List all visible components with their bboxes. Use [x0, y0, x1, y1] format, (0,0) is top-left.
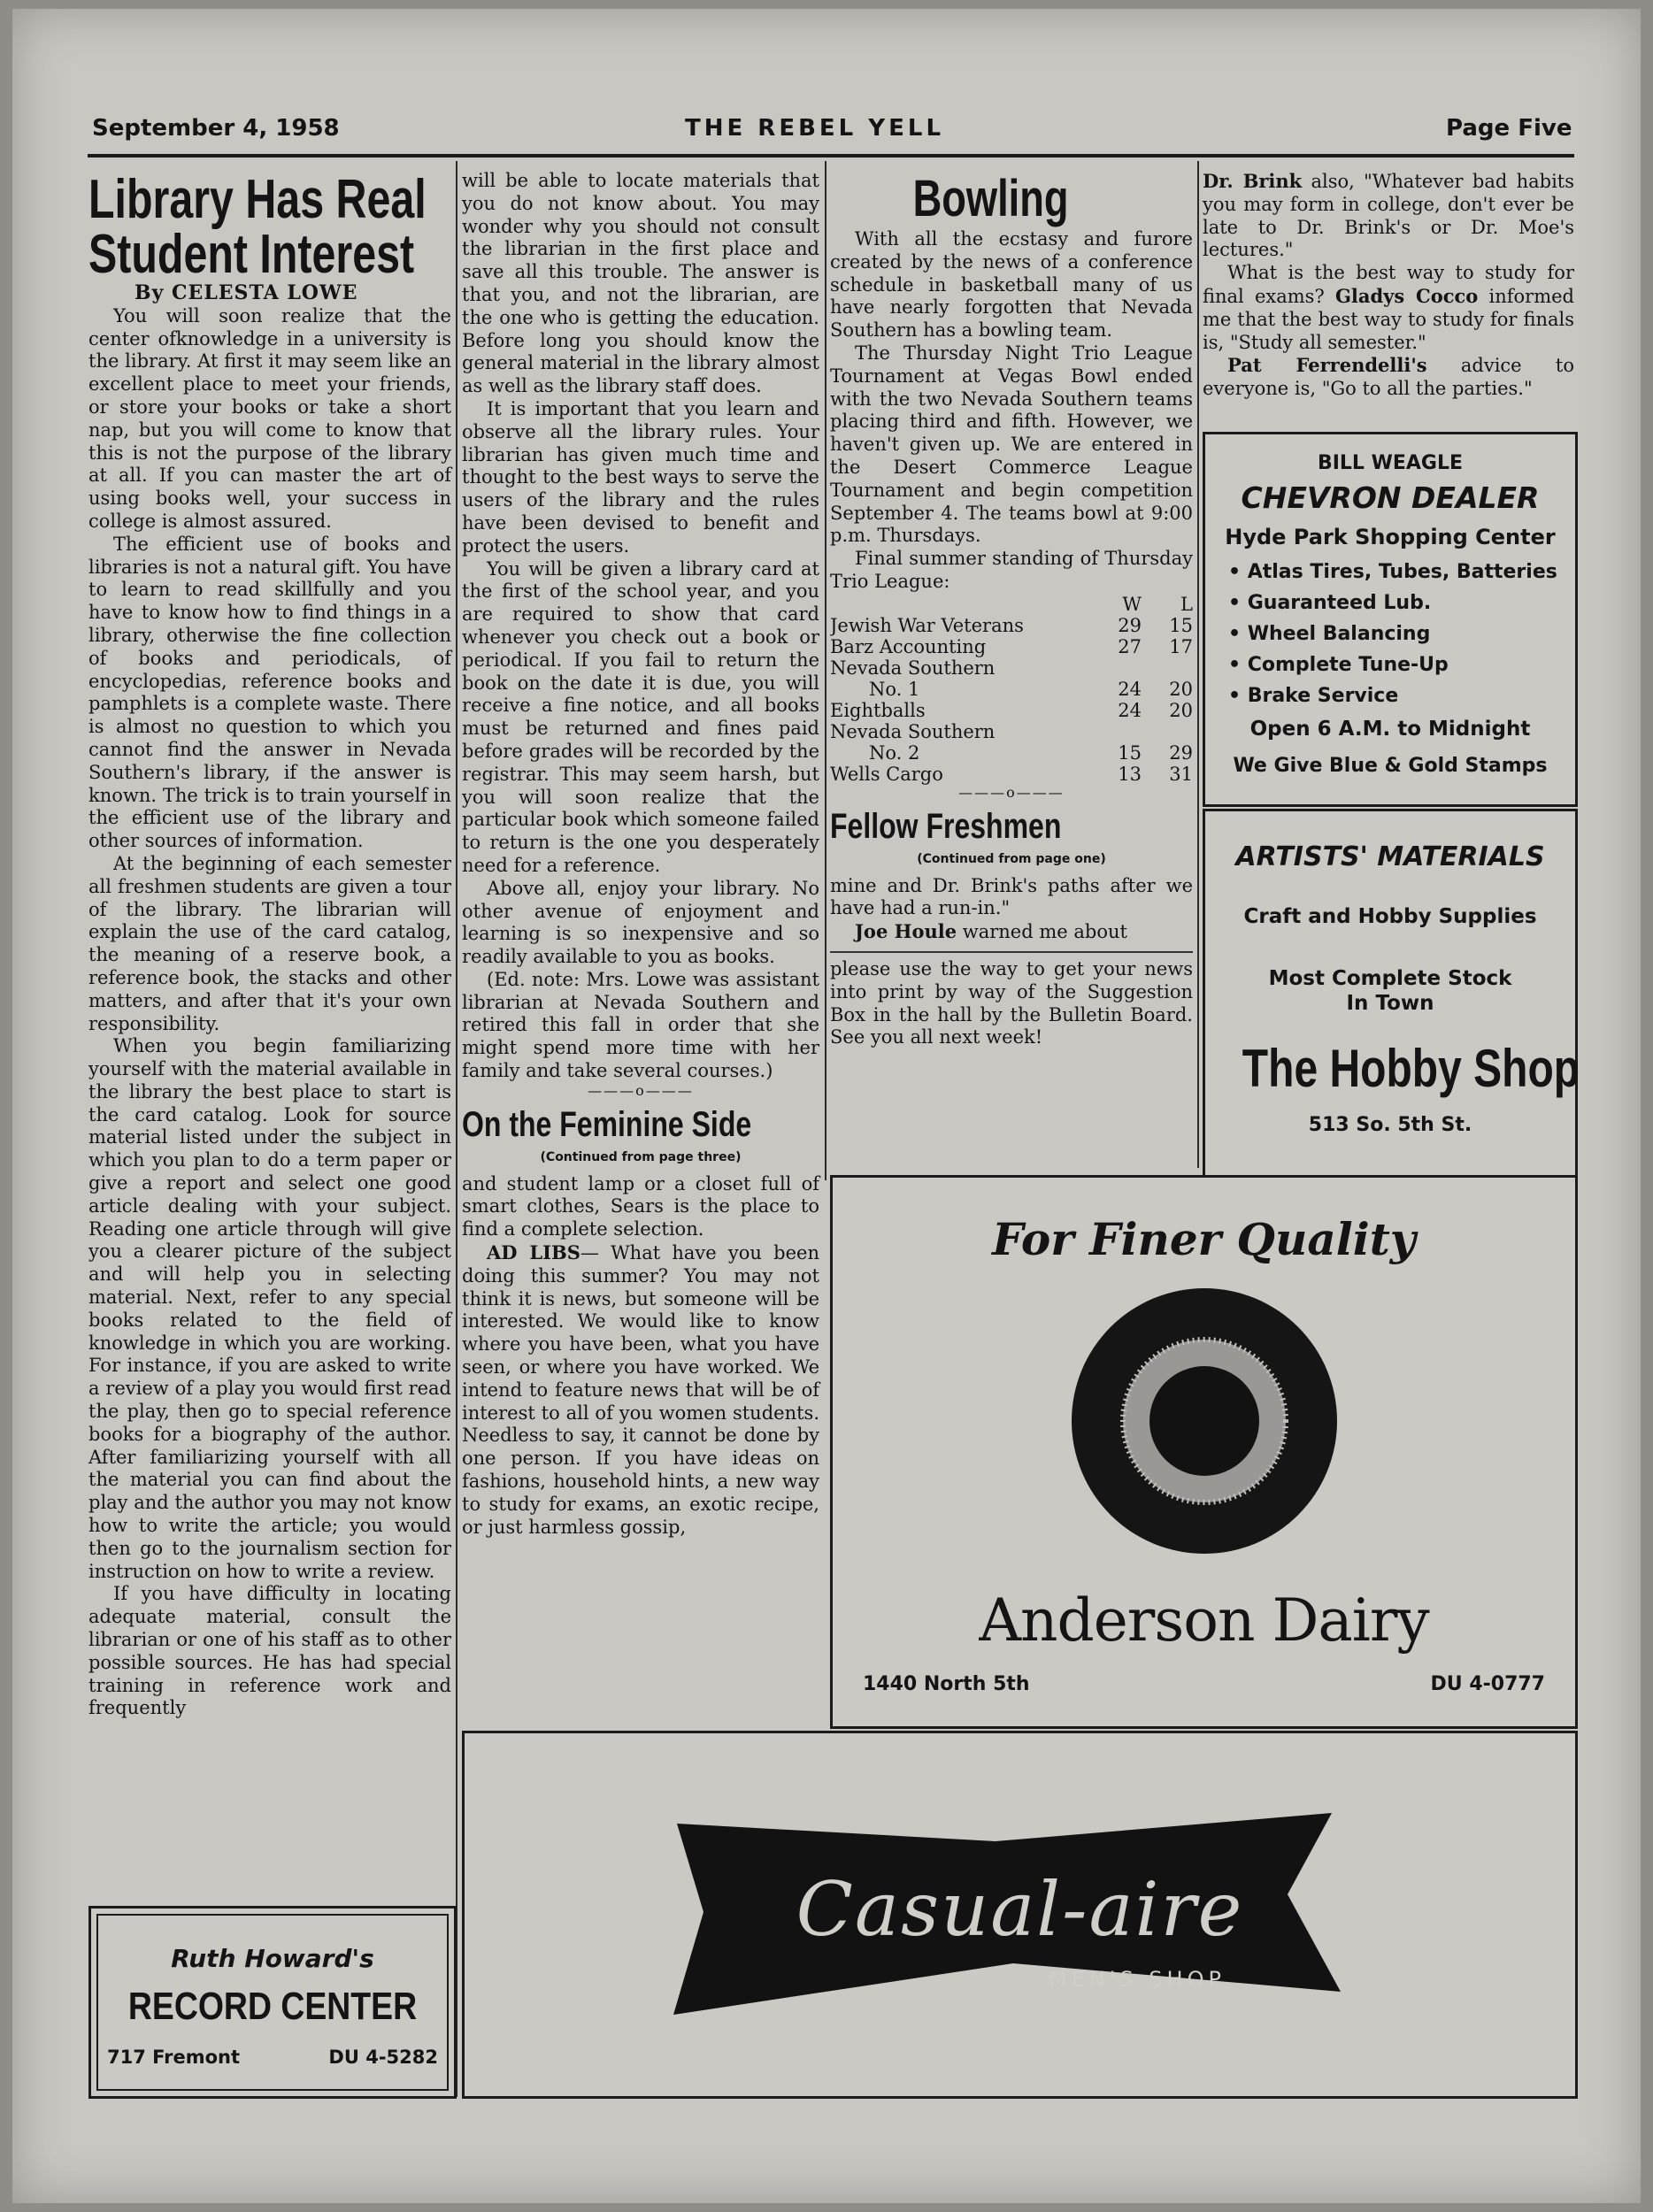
library-article-col1: [88, 169, 451, 1720]
paragraph: The Thursday Night Trio League Tournament at Vegas Bowl ended with the two Nevada Southern teams placing third and fifth. However, we haven't given up. We are entered in the Desert Commerce League Tournament and begin competition September 4. The teams bowl at 9:00 p.m. Thursdays.: [830, 342, 1193, 547]
continued-note: (Continued from page one): [917, 851, 1106, 866]
chevron-dealer-ad: BILL WEAGLE CHEVRON DEALER Hyde Park Shopping Center • Atlas Tires, Tubes, Batteries • Guaranteed Lub. • Wheel Balancing • Complete Tune-Up • Brake Service Open 6 A.M. to Midnight We Give Blue & Gold Stamps: [1203, 432, 1578, 807]
freshmen-col: [1203, 170, 1574, 401]
paragraph: When you begin familiarizing yourself with the material available in the library the best place to start is the card catalog. Look for source material listed under the subject in which you plan to do a term paper or give a report and select one good article dealing with your subject. Reading one article through will give you a clearer picture of the subject and will help you in selecting material. Next, refer to any special books related to the field of knowledge in which you are working. For instance, if you are asked to write a review of a play you would first read the play, then go to special reference books for a biography of the author. After familiarizing yourself with all the material you can find about the play and the author you may not know how to write the article; you would then go to the journalism section for instruction on how to write a review.: [88, 1035, 451, 1582]
feminine-headline: On the Feminine Side: [462, 1104, 752, 1144]
table-row: Nevada Southern: [830, 657, 996, 679]
casual-aire-logo: Casual-aire: [796, 1866, 1244, 1953]
standings-table: [830, 594, 1193, 785]
library-headline: Library Has Real Student Interest: [88, 169, 427, 285]
record-center-ad: Ruth Howard's RECORD CENTER 717 Fremont DU 4-5282: [88, 1906, 457, 2099]
paragraph: At the beginning of each semester all freshmen students are given a tour of the library. The librarian will explain the use of the card catalog, the meaning of a reserve book, a reference book, the stacks and other matters, and after that it's your own responsibility.: [88, 852, 451, 1034]
divider: ———o———: [958, 783, 1065, 801]
freshmen-headline: Fellow Freshmen: [830, 806, 1062, 846]
bowling-headline: Bowling: [912, 170, 1069, 227]
adlibs-lead: AD LIBS: [487, 1241, 580, 1264]
paragraph: You will soon realize that the center ofknowledge in a university is the library. At first it may seem like an excellent place to meet your friends, or store your books or take a short nap, but you will come to know that this is not the purpose of the library at all. If you can master the art of using books well, your success in college is almost assured.: [88, 304, 451, 532]
column-rule: [1197, 161, 1199, 1168]
dairy-logo-icon: [1067, 1284, 1342, 1558]
paragraph: The efficient use of books and libraries is not a natural gift. You have to learn to read skillfully and you have to know how to find things in a library, otherwise the fine collection of books and periodicals, of encyclopedias, reference books and pamphlets is a complete waste. There is almost no question to which you cannot find the answer in Nevada Southern's library, if the answer is known. The trick is to train yourself in the efficient use of the library and other sources of information.: [88, 533, 451, 852]
paragraph: please use the way to get your news into print by way of the Suggestion Box in the hall by the Bulletin Board. See you all next week!: [830, 957, 1193, 1048]
page-number: Page Five: [1446, 115, 1572, 142]
table-row: Wells Cargo 13 31: [830, 763, 1193, 785]
paragraph: Joe Houle warned me about: [855, 920, 1127, 943]
column-rule: [456, 161, 457, 2097]
paper-title: THE REBEL YELL: [685, 115, 945, 142]
paragraph: Pat Ferrendelli's advice to everyone is, "Go to all the parties.": [1203, 354, 1574, 400]
paragraph: and student lamp or a closet full of smart clothes, Sears is the place to find a complete selection.: [462, 1172, 819, 1240]
dairy-name: Anderson Dairy: [979, 1586, 1429, 1655]
table-row: Nevada Southern: [830, 720, 996, 742]
masthead-rule: [88, 154, 1574, 157]
editor-note: (Ed. note: Mrs. Lowe was assistant librarian at Nevada Southern and retired this fall in order that she might spend more time with her family and take several courses.): [462, 968, 819, 1082]
paragraph: AD LIBS— What have you been doing this summer? You may not think it is news, but someone will be interested. We would like to know where you have been, what you have seen, or where you have worked. We intend to feature news that will be of interest to all of you women students. Needless to say, it cannot be done by one person. If you have ideas on fashions, household hints, a new way to study for exams, an exotic recipe, or just harmless gossip,: [462, 1241, 819, 1538]
rule: [830, 951, 1193, 953]
table-row: No. 1 24 20: [869, 678, 1193, 700]
continued-note: (Continued from page three): [540, 1149, 742, 1164]
paragraph: What is the best way to study for final exams? Gladys Cocco informed me that the best way to study for finals is, "Study all semester.": [1203, 262, 1575, 353]
table-row: No. 2 15 29: [869, 741, 1193, 764]
anderson-dairy-ad: [830, 1175, 1578, 1729]
column-rule: [825, 161, 826, 1180]
standings-header: W L: [1122, 593, 1193, 615]
casual-aire-ad: [462, 1731, 1578, 2099]
paragraph: With all the ecstasy and furore created by the news of a conference schedule in basketball many of us have nearly forgotten that Nevada Southern has a bowling team.: [830, 228, 1193, 342]
issue-date: September 4, 1958: [92, 115, 340, 142]
dairy-phone: DU 4-0777: [1430, 1673, 1545, 1695]
paragraph: Above all, enjoy your library. No other avenue of enjoyment and learning is so inexpensive and so readily available to you as books.: [462, 877, 819, 968]
paragraph: It is important that you learn and observe all the library rules. Your librarian has given much time and thought to the best ways to serve the users of the library and the rules have been devised to benefit and protect the users.: [462, 397, 819, 557]
paragraph: Final summer standing of Thursday Trio League:: [830, 548, 1193, 592]
hobby-shop-ad: ARTISTS' MATERIALS Craft and Hobby Supplies Most Complete Stock In Town The Hobby Shop 513 So. 5th St.: [1203, 809, 1578, 1179]
paragraph: Dr. Brink also, "Whatever bad habits you may form in college, don't ever be late to Dr. Brink's or Dr. Moe's lectures.": [1203, 170, 1574, 261]
dairy-slogan: For Finer Quality: [992, 1213, 1416, 1265]
paragraph: If you have difficulty in locating adequate material, consult the librarian or one of his staff as to other possible sources. He has had special training in reference work and frequently: [88, 1583, 451, 1719]
paragraph: will be able to locate materials that you do not know about. You may wonder why you should not consult the librarian in the first place and save all this trouble. The answer is that you, and not the librarian, are the one who is getting the education. Before long you should know the general material in the library almost as well as the library staff does.: [462, 170, 819, 397]
bowling-col: [830, 170, 1193, 1049]
table-row: Jewish War Veterans 29 15: [830, 614, 1193, 636]
service-list: • Atlas Tires, Tubes, Batteries • Guaranteed Lub. • Wheel Balancing • Complete Tune-Up • Brake Service: [1228, 561, 1557, 707]
divider: ———o———: [588, 1081, 694, 1099]
mens-shop-label: MEN'S SHOP: [1049, 1967, 1226, 1992]
byline: By CELESTA LOWE: [135, 281, 358, 304]
newspaper-page: [12, 9, 1641, 2203]
paragraph: mine and Dr. Brink's paths after we have had a run-in.": [830, 874, 1193, 919]
paragraph: You will be given a library card at the first of the school year, and you are required to show that card whenever you check out a book or periodical. If you fail to return the book on the date it is due, you will receive a fine notice, and all books must be returned and fines paid before grades will be recorded by the registrar. This may seem harsh, but you will soon realize that the particular book which someone failed to return is the one you desperately need for a reference.: [462, 557, 819, 876]
table-row: Barz Accounting 27 17: [830, 635, 1193, 657]
library-article-col2: [462, 170, 819, 1539]
table-row: Eightballs 24 20: [830, 699, 1193, 721]
dairy-address: 1440 North 5th: [863, 1673, 1030, 1695]
